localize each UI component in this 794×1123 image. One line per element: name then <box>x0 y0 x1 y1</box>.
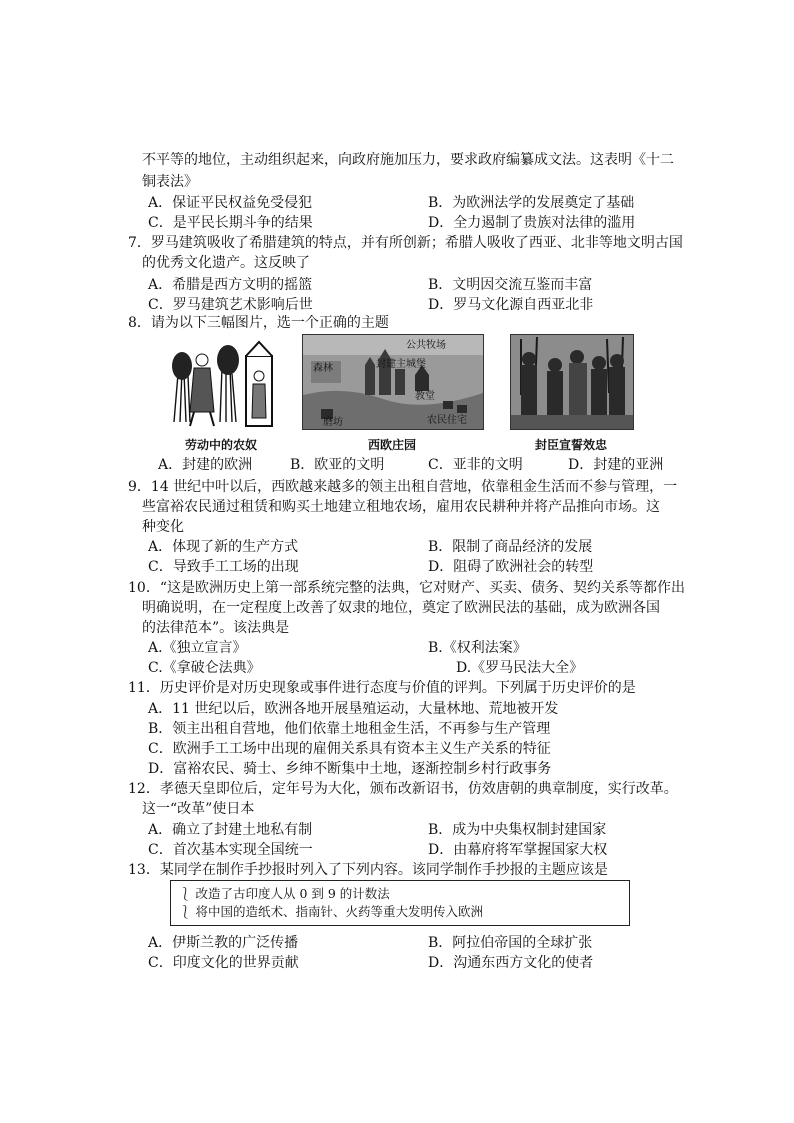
q7-option-c: C．罗马建筑艺术影响后世 <box>148 297 313 313</box>
q6-stem-line1: 不平等的地位，主动组织起来，向政府施加压力，要求政府编纂成文法。这表明《十二 <box>142 152 674 168</box>
caption-manor: 西欧庄园 <box>367 438 416 452</box>
q6-option-b: B．为欧洲法学的发展奠定了基础 <box>428 195 635 211</box>
q6-option-c: C．是平民长期斗争的结果 <box>148 215 313 231</box>
q9-option-a: A．体现了新的生产方式 <box>148 539 299 555</box>
q11-option-d: D．富裕农民、骑士、乡绅不断集中土地，逐渐控制乡村行政事务 <box>148 761 552 777</box>
q9-option-c: C．导致手工工场的出现 <box>148 559 299 575</box>
q7-stem-line2: 的优秀文化遗产。这反映了 <box>142 255 310 271</box>
q10-option-d: D.《罗马民法大全》 <box>456 660 584 676</box>
q6-option-d: D．全力遏制了贵族对法律的滥用 <box>428 215 636 231</box>
q10-option-b: B.《权利法案》 <box>428 640 527 656</box>
q7-stem-line1: 7．罗马建筑吸收了希腊建筑的特点，并有所创新；希腊人吸收了西亚、北非等地文明古国 <box>128 235 683 251</box>
q12-option-b: B．成为中央集权制封建国家 <box>428 822 607 838</box>
q7-option-b: B．文明因交流互鉴而丰富 <box>428 277 593 293</box>
q13-option-b: B．阿拉伯帝国的全球扩张 <box>428 935 593 951</box>
q13-content-box <box>170 880 630 926</box>
manor-label-church: 教堂 <box>415 391 435 402</box>
caption-vassal: 封臣宣誓效忠 <box>534 438 607 452</box>
q11-option-b: B．领主出租自营地，他们依靠土地租金生活，不再参与生产管理 <box>148 721 551 737</box>
caption-serfs: 劳动中的农奴 <box>184 438 257 452</box>
q13-option-d: D．沟通东西方文化的使者 <box>428 955 594 971</box>
q8-option-a: A．封建的欧洲 <box>158 457 253 473</box>
q6-option-a: A．保证平民权益免受侵犯 <box>148 195 313 211</box>
q9-option-b: B．限制了商品经济的发展 <box>428 539 593 555</box>
q13-box-line2: ⎱ 将中国的造纸术、指南针、火药等重大发明传入欧洲 <box>179 904 483 919</box>
serf-labor-image <box>160 334 276 430</box>
q10-stem-line1: 10．“这是欧洲历史上第一部系统完整的法典，它对财产、买卖、债务、契约关系等都作出 <box>128 580 685 596</box>
q13-option-a: A．伊斯兰教的广泛传播 <box>148 935 299 951</box>
q8-option-b: B．欧亚的文明 <box>290 457 385 473</box>
q8-option-c: C．亚非的文明 <box>428 457 523 473</box>
q11-option-c: C．欧洲手工工场中出现的雇佣关系具有资本主义生产关系的特征 <box>148 741 551 757</box>
manor-label-mill: 磨坊 <box>323 417 343 428</box>
q13-stem: 13．某同学在制作手抄报时列入了下列内容。该同学制作手抄报的主题应该是 <box>128 862 608 878</box>
q9-option-d: D．阻碍了欧洲社会的转型 <box>428 559 594 575</box>
q12-option-a: A．确立了封建土地私有制 <box>148 822 313 838</box>
q8-stem: 8．请为以下三幅图片，选一个正确的主题 <box>128 315 389 331</box>
q9-stem-line3: 种变化 <box>142 519 184 535</box>
q9-stem-line1: 9．14 世纪中叶以后，西欧越来越多的领主出租自营地，依靠租金生活而不参与管理，一 <box>128 479 678 495</box>
manor-label-village: 农民住宅 <box>427 415 467 426</box>
q7-option-a: A．希腊是西方文明的摇篮 <box>148 277 313 293</box>
q11-stem: 11．历史评价是对历史现象或事件进行态度与价值的评判。下列属于历史评价的是 <box>128 680 636 696</box>
q10-stem-line3: 的法律范本”。该法典是 <box>142 620 290 636</box>
q10-option-a: A.《独立宣言》 <box>148 640 247 656</box>
q12-stem-line2: 这一“改革”使日本 <box>142 801 255 817</box>
q8-option-d: D．封建的亚洲 <box>568 457 664 473</box>
q10-option-c: C.《拿破仑法典》 <box>148 660 261 676</box>
manor-label-castle: 封建主城堡 <box>376 359 426 370</box>
q7-option-d: D．罗马文化源自西亚北非 <box>428 297 594 313</box>
q10-stem-line2: 明确说明，在一定程度上改善了奴隶的地位，奠定了欧洲民法的基础，成为欧洲各国 <box>142 600 660 616</box>
manor-image <box>302 334 484 430</box>
manor-label-forest: 森林 <box>313 363 333 374</box>
q13-box-line1: ⎱ 改造了古印度人从 0 到 9 的计数法 <box>179 886 390 901</box>
q12-option-c: C．首次基本实现全国统一 <box>148 842 313 858</box>
q11-option-a: A．11 世纪以后，欧洲各地开展垦殖运动，大量林地、荒地被开发 <box>148 701 559 717</box>
q12-stem-line1: 12．孝德天皇即位后，定年号为大化，颁布改新诏书，仿效唐朝的典章制度，实行改革。 <box>128 781 678 797</box>
q9-stem-line2: 些富裕农民通过租赁和购买土地建立租地农场，雇用农民耕种并将产品推向市场。这 <box>142 499 660 515</box>
q12-option-d: D．由幕府将军掌握国家大权 <box>428 842 608 858</box>
manor-label-pasture: 公共牧场 <box>406 340 446 351</box>
q6-stem-line2: 铜表法》 <box>142 174 198 190</box>
vassal-oath-image <box>510 334 634 430</box>
q13-option-c: C．印度文化的世界贡献 <box>148 955 299 971</box>
